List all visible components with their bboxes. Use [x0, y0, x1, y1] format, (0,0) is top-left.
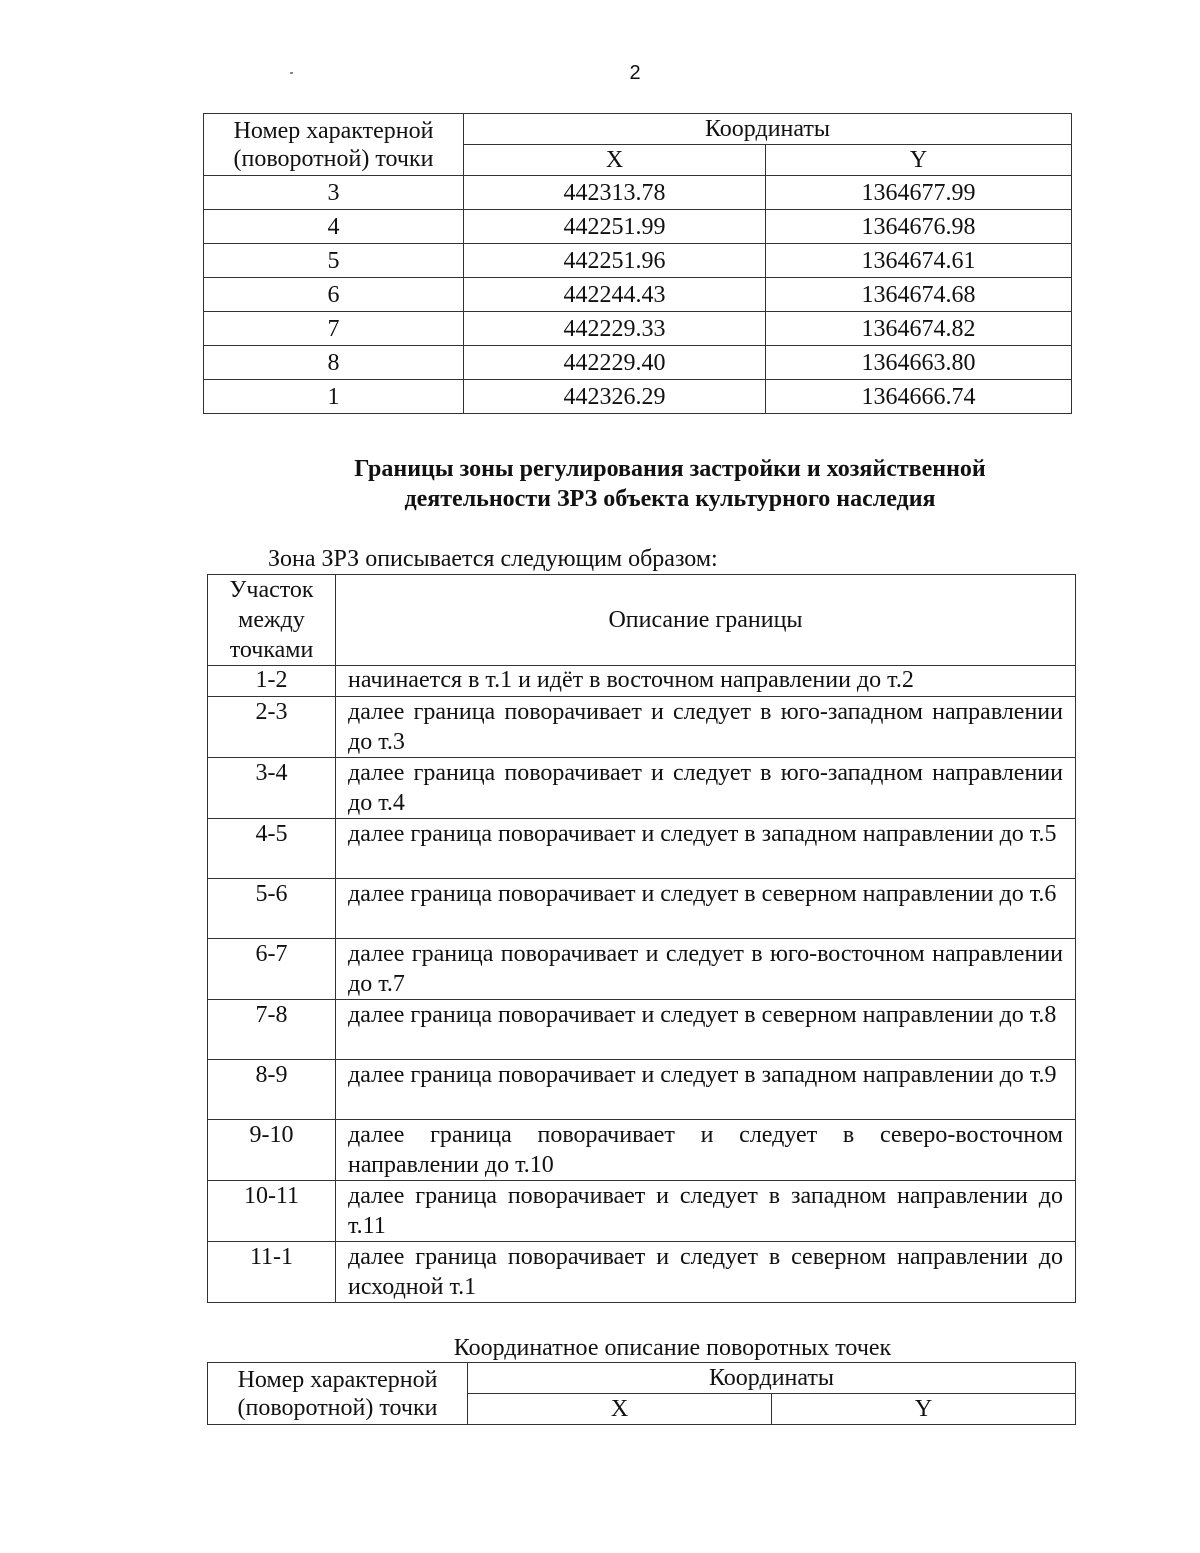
- x-cell: 442313.78: [464, 176, 766, 210]
- x-cell: 442251.99: [464, 210, 766, 244]
- x-cell: 442229.40: [464, 346, 766, 380]
- y-cell: 1364666.74: [766, 380, 1072, 414]
- table-row: [208, 1060, 1076, 1120]
- x-header: X: [464, 145, 766, 176]
- description-cell: далее граница поворачивает и следует в северном направлении до т.6: [336, 879, 1076, 939]
- coordinates-section-title: Координатное описание поворотных точек: [453, 1335, 892, 1361]
- table-row: [208, 666, 1076, 697]
- section-title: [200, 454, 1140, 514]
- table-header-row: [208, 1363, 1076, 1394]
- segment-cell: 10-11: [208, 1181, 336, 1242]
- point-cell: 5: [204, 244, 464, 278]
- page-number: 2: [629, 62, 641, 84]
- point-cell: 7: [204, 312, 464, 346]
- y-cell: 1364663.80: [766, 346, 1072, 380]
- segment-cell: 9-10: [208, 1120, 336, 1181]
- header-line: точками: [229, 637, 314, 663]
- description-cell: далее граница поворачивает и следует в северном направлении до исходной т.1: [336, 1242, 1076, 1303]
- segment-cell: 5-6: [208, 879, 336, 939]
- segment-cell: 7-8: [208, 1000, 336, 1060]
- y-cell: 1364677.99: [766, 176, 1072, 210]
- header-line: Участок: [229, 577, 314, 603]
- table-row: [204, 210, 1072, 244]
- table-row: [204, 244, 1072, 278]
- table-row: [208, 1181, 1076, 1242]
- description-cell: далее граница поворачивает и следует в юго-западном направлении до т.4: [336, 758, 1076, 819]
- intro-text: Зона ЗРЗ описывается следующим образом:: [268, 546, 718, 572]
- segment-cell: 4-5: [208, 819, 336, 879]
- y-header: Y: [766, 145, 1072, 176]
- y-header: Y: [772, 1394, 1076, 1425]
- table-row: [204, 346, 1072, 380]
- header-line: (поворотной) точки: [233, 145, 434, 172]
- y-cell: 1364674.68: [766, 278, 1072, 312]
- coordinates-table-continued: [203, 113, 1072, 414]
- y-cell: 1364674.82: [766, 312, 1072, 346]
- description-cell: далее граница поворачивает и следует в юго-западном направлении до т.3: [336, 697, 1076, 758]
- x-cell: 442326.29: [464, 380, 766, 414]
- segment-cell: 11-1: [208, 1242, 336, 1303]
- segment-cell: 8-9: [208, 1060, 336, 1120]
- description-cell: далее граница поворачивает и следует в западном направлении до т.5: [336, 819, 1076, 879]
- table-row: [208, 819, 1076, 879]
- table-row: [204, 176, 1072, 210]
- table-row: [208, 758, 1076, 819]
- header-line: Номер характерной: [237, 1366, 438, 1393]
- table-row: [208, 1120, 1076, 1181]
- section-title-line: Границы зоны регулирования застройки и хозяйственной: [354, 456, 986, 482]
- y-cell: 1364676.98: [766, 210, 1072, 244]
- table-row: [204, 278, 1072, 312]
- section-title-line: деятельности ЗРЗ объекта культурного наследия: [404, 486, 936, 512]
- point-cell: 3: [204, 176, 464, 210]
- description-cell: далее граница поворачивает и следует в западном направлении до т.11: [336, 1181, 1076, 1242]
- header-line: (поворотной) точки: [237, 1394, 438, 1421]
- boundary-description-table: [207, 574, 1076, 1303]
- header-line: Номер характерной: [233, 117, 434, 144]
- table-row: [208, 697, 1076, 758]
- description-cell: далее граница поворачивает и следует в западном направлении до т.9: [336, 1060, 1076, 1120]
- segment-cell: 1-2: [208, 666, 336, 697]
- point-number-header: [204, 114, 464, 176]
- table-header-row: [204, 114, 1072, 145]
- coordinates-header: Координаты: [464, 114, 1072, 145]
- coordinates-header: Координаты: [468, 1363, 1076, 1394]
- x-cell: 442251.96: [464, 244, 766, 278]
- description-cell: начинается в т.1 и идёт в восточном направлении до т.2: [336, 666, 1076, 697]
- point-number-header: [208, 1363, 468, 1425]
- point-cell: 1: [204, 380, 464, 414]
- table-row: [208, 879, 1076, 939]
- table-row: [208, 1000, 1076, 1060]
- x-cell: 442229.33: [464, 312, 766, 346]
- scan-speck: [290, 72, 293, 74]
- description-cell: далее граница поворачивает и следует в северо-восточном направлении до т.10: [336, 1120, 1076, 1181]
- description-cell: далее граница поворачивает и следует в северном направлении до т.8: [336, 1000, 1076, 1060]
- x-cell: 442244.43: [464, 278, 766, 312]
- point-cell: 4: [204, 210, 464, 244]
- segment-cell: 6-7: [208, 939, 336, 1000]
- description-cell: далее граница поворачивает и следует в юго-восточном направлении до т.7: [336, 939, 1076, 1000]
- segment-cell: 2-3: [208, 697, 336, 758]
- table-row: [208, 939, 1076, 1000]
- point-cell: 8: [204, 346, 464, 380]
- point-cell: 6: [204, 278, 464, 312]
- table-row: [208, 1242, 1076, 1303]
- y-cell: 1364674.61: [766, 244, 1072, 278]
- x-header: X: [468, 1394, 772, 1425]
- description-header: Описание границы: [336, 575, 1076, 666]
- table-header-row: [208, 575, 1076, 666]
- coordinates-table: [207, 1362, 1076, 1425]
- table-row: [204, 312, 1072, 346]
- segment-header: [208, 575, 336, 666]
- header-line: между: [238, 607, 305, 633]
- segment-cell: 3-4: [208, 758, 336, 819]
- table-row: [204, 380, 1072, 414]
